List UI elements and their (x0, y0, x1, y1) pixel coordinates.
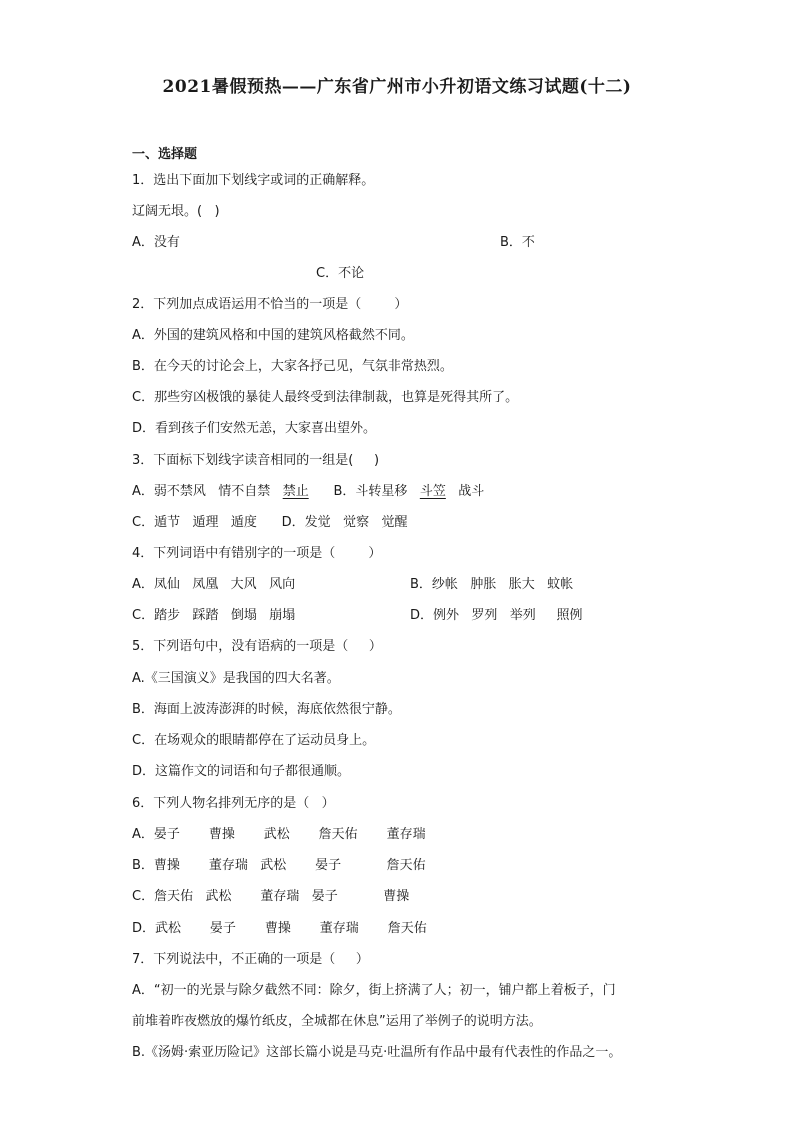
question-7-stem: 7．下列说法中，不正确的一项是（ ） (132, 952, 369, 967)
q2-option-b: B．在今天的讨论会上，大家各抒己见，气氛非常热烈。 (132, 359, 453, 374)
q6-option-c: C．詹天佑 武松 董存瑞 晏子 曹操 (132, 889, 410, 904)
q3-option-b: B．斗转星移 (308, 484, 420, 499)
q2-option-c: C．那些穷凶极饿的暴徒人最终受到法律制裁，也算是死得其所了。 (132, 390, 519, 405)
q7-option-b: B.《汤姆·索亚历险记》这部长篇小说是马克·吐温所有作品中最有代表性的作品之一。 (132, 1045, 622, 1060)
q5-option-c: C．在场观众的眼睛都停在了运动员身上。 (132, 733, 376, 748)
q3-option-b-underlined: 斗笠 (419, 484, 446, 499)
question-1-sub: 辽阔无垠。( ) (132, 204, 220, 219)
q7-option-a-line1: A．“初一的光景与除夕截然不同：除夕，街上挤满了人；初一，铺户都上着板子，门 (132, 983, 616, 998)
q6-option-b: B．曹操 董存瑞 武松 晏子 詹天佑 (132, 858, 426, 873)
q2-option-a: A．外国的建筑风格和中国的建筑风格截然不同。 (132, 328, 414, 343)
section-heading: 一、选择题 (132, 147, 198, 162)
q3-options-cd: C．遁节 遁理 遁度 D．发觉 觉察 觉醒 (132, 515, 408, 530)
question-5-stem: 5．下列语句中，没有语病的一项是（ ） (132, 639, 382, 654)
q1-option-c: C．不论 (316, 266, 365, 281)
q7-option-a-line2: 前堆着昨夜燃放的爆竹纸皮，全城都在休息”运用了举例子的说明方法。 (132, 1014, 542, 1029)
q4-option-b: B．纱帐 肿胀 胀大 蚊帐 (410, 577, 574, 592)
page-title: 2021暑假预热——广东省广州市小升初语文练习试题(十二) (162, 77, 632, 97)
q3-option-b-rest: 战斗 (445, 484, 485, 499)
q1-option-a: A．没有 (132, 235, 180, 250)
q1-option-b: B．不 (500, 235, 535, 250)
q6-option-a: A．晏子 曹操 武松 詹天佑 董存瑞 (132, 827, 426, 842)
q4-option-c: C．踏步 踩踏 倒塌 崩塌 (132, 608, 296, 623)
question-2-stem: 2．下列加点成语运用不恰当的一项是（ ） (132, 297, 408, 312)
question-4-stem: 4．下列词语中有错别字的一项是（ ） (132, 546, 382, 561)
question-1-stem: 1．选出下面加下划线字或词的正确解释。 (132, 173, 375, 188)
q6-option-d: D．武松 晏子 曹操 董存瑞 詹天佑 (132, 921, 427, 936)
q2-option-d: D．看到孩子们安然无恙，大家喜出望外。 (132, 421, 377, 436)
q5-option-a: A.《三国演义》是我国的四大名著。 (132, 671, 340, 686)
q5-option-b: B．海面上波涛澎湃的时候，海底依然很宁静。 (132, 702, 401, 717)
question-3-stem: 3．下面标下划线字读音相同的一组是( ) (132, 453, 380, 468)
q5-option-d: D．这篇作文的词语和句子都很通顺。 (132, 764, 351, 779)
q3-option-a: A．弱不禁风 情不自禁 (132, 484, 283, 499)
question-6-stem: 6．下列人物名排列无序的是（ ） (132, 796, 335, 811)
q3-options-ab (132, 483, 484, 501)
q4-option-d: D．例外 罗列 举列 照例 (410, 608, 583, 623)
q4-option-a: A．凤仙 凤凰 大风 风向 (132, 577, 296, 592)
q3-option-a-underlined: 禁止 (282, 484, 309, 499)
